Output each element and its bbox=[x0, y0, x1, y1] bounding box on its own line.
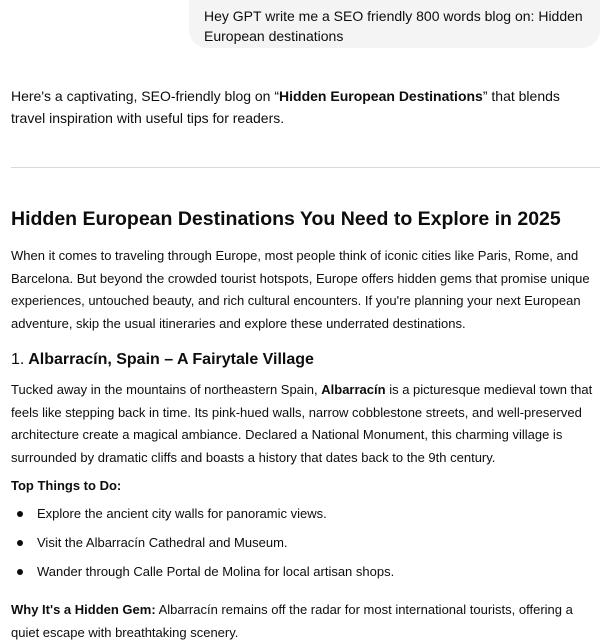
list-item bbox=[11, 532, 394, 561]
section-body-start: Tucked away in the mountains of northeastern Spain, bbox=[11, 382, 322, 397]
section-body-bold: Albarracín bbox=[321, 382, 386, 397]
section-body-paragraph bbox=[11, 379, 596, 469]
intro-bold-topic: Hidden European Destinations bbox=[279, 88, 483, 104]
section-heading bbox=[11, 348, 314, 372]
bullet-icon bbox=[17, 569, 23, 575]
section-heading-text: Albarracín, Spain – A Fairytale Village bbox=[28, 351, 314, 368]
assistant-intro bbox=[11, 85, 596, 129]
user-message-text: Hey GPT write me a SEO friendly 800 words blog on: Hidden European destinations bbox=[204, 8, 583, 44]
section-number: 1. bbox=[11, 351, 25, 368]
list-item bbox=[11, 561, 394, 590]
divider bbox=[11, 167, 600, 168]
bullet-icon bbox=[17, 540, 23, 546]
why-text: Albarracín remains off the radar for most international tourists, offering a quiet escape with breathtaking scenery. bbox=[11, 602, 573, 640]
why-hidden-gem-paragraph bbox=[11, 599, 596, 644]
user-message-bubble bbox=[189, 0, 600, 48]
intro-text-end: ” that blends travel inspiration with useful tips for readers. bbox=[11, 88, 560, 126]
section-body-end: is a picturesque medieval town that feels like stepping back in time. Its pink-hued walls, narrow cobblestone streets, and well-preserved architecture create a magical ambiance. Declared a National Monument, this charming village is surrounded by dramatic cliffs and boasts a history that dates back to the 9th century. bbox=[11, 382, 593, 465]
article-title: Hidden European Destinations You Need to Explore in 2025 bbox=[11, 208, 561, 230]
list-item-text: Explore the ancient city walls for panoramic views. bbox=[37, 506, 327, 521]
top-things-list bbox=[11, 503, 394, 590]
intro-text-start: Here's a captivating, SEO-friendly blog on “ bbox=[11, 88, 280, 104]
article-lead-paragraph: When it comes to traveling through Europe, most people think of iconic cities like Paris, Rome, and Barcelona. But beyond the crowded tourist hotspots, Europe offers hidden gems that promise unique experiences, untouched beauty, and rich cultural encounters. If you're planning your next European adventure, skip the usual itineraries and explore these underrated destinations. bbox=[11, 248, 590, 331]
top-things-label: Top Things to Do: bbox=[11, 478, 122, 493]
list-item-text: Wander through Calle Portal de Molina for local artisan shops. bbox=[37, 564, 395, 579]
list-item bbox=[11, 503, 394, 532]
list-item-text: Visit the Albarracín Cathedral and Museum. bbox=[37, 535, 288, 550]
why-label: Why It's a Hidden Gem: bbox=[11, 602, 156, 617]
bullet-icon bbox=[17, 511, 23, 517]
